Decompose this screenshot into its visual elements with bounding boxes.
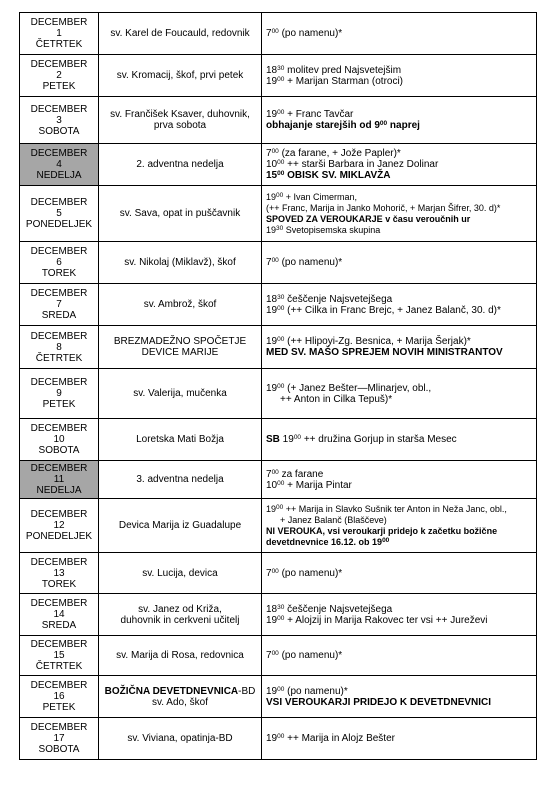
date-month: DECEMBER <box>30 148 88 159</box>
feast-cell <box>99 186 262 242</box>
date-month: DECEMBER <box>30 288 88 299</box>
date-month: DECEMBER <box>30 330 88 342</box>
event-text: 15 <box>266 170 278 181</box>
time-minutes: 00 <box>271 567 279 575</box>
time-minutes: 00 <box>277 170 285 177</box>
time-minutes: 00 <box>277 733 285 740</box>
event-line <box>266 526 532 537</box>
feast-line <box>103 604 257 615</box>
feast-cell <box>99 461 262 499</box>
event-text: 19 <box>266 336 278 347</box>
event-text: 19 <box>266 75 278 87</box>
event-text: + Franc Tavčar <box>284 109 354 120</box>
feast-text: sv. Karel de Foucauld, redovnik <box>110 28 250 39</box>
event-text: + Janez Balanč (Blaščeve) <box>280 514 387 525</box>
date-weekday: ČETRTEK <box>35 39 83 50</box>
event-text: 18 <box>266 603 278 615</box>
events-cell <box>262 461 537 499</box>
date-month: DECEMBER <box>30 423 88 434</box>
schedule-row <box>20 284 537 326</box>
event-text: obhajanje starejših od 9 <box>266 120 380 131</box>
schedule-row <box>20 553 537 594</box>
date-weekday: SOBOTA <box>38 744 80 755</box>
feast-cell <box>99 676 262 718</box>
date-day: 7 <box>56 299 62 310</box>
event-line <box>266 469 532 480</box>
events-cell <box>262 676 537 718</box>
schedule-row <box>20 461 537 499</box>
feast-cell <box>99 369 262 419</box>
time-minutes: 00 <box>277 685 285 693</box>
date-month: DECEMBER <box>30 377 88 388</box>
feast-line <box>103 434 257 445</box>
time-minutes: 00 <box>271 650 279 657</box>
feast-cell <box>99 499 262 553</box>
schedule-row <box>20 144 537 186</box>
feast-text: sv. Frančišek Ksaver, duhovnik, <box>110 109 250 120</box>
feast-line <box>103 520 257 531</box>
event-text: (po namenu)* <box>284 685 348 697</box>
feast-line <box>103 347 257 358</box>
feast-line <box>103 474 257 485</box>
time-minutes: 00 <box>271 28 279 35</box>
feast-text: sv. Valerija, mučenka <box>133 388 227 399</box>
date-day: 8 <box>56 341 62 353</box>
event-text: (po namenu)* <box>278 650 343 661</box>
feast-cell <box>99 594 262 636</box>
feast-text: sv. Viviana, opatinja-BD <box>127 733 233 744</box>
date-day: 14 <box>53 609 65 620</box>
event-line <box>266 305 532 316</box>
event-text: (po namenu)* <box>278 257 343 268</box>
schedule-row <box>20 242 537 284</box>
events-cell <box>262 242 537 284</box>
date-weekday: PONEDELJEK <box>25 531 93 542</box>
event-text: 18 <box>266 64 278 76</box>
time-minutes: 00 <box>382 536 390 544</box>
schedule-row <box>20 636 537 676</box>
time-minutes: 00 <box>276 191 284 199</box>
date-day: 2 <box>56 70 62 81</box>
time-minutes: 30 <box>277 603 285 611</box>
feast-cell <box>99 553 262 594</box>
event-line <box>266 76 532 87</box>
date-weekday: SREDA <box>41 310 77 321</box>
schedule-row <box>20 186 537 242</box>
events-cell <box>262 326 537 369</box>
date-cell <box>20 676 99 718</box>
feast-text: Loretska Mati Božja <box>136 434 224 445</box>
feast-line <box>103 208 257 219</box>
feast-line <box>103 733 257 744</box>
date-weekday: NEDELJA <box>36 485 82 496</box>
feast-cell <box>99 419 262 461</box>
feast-title-bold: BOŽIČNA DEVETDNEVNICA <box>104 685 239 697</box>
event-text: 19 <box>266 733 278 744</box>
feast-line <box>103 686 257 697</box>
event-line <box>266 394 532 405</box>
feast-text: 3. adventna nedelja <box>136 474 224 485</box>
event-text: ++ starši Barbara in Janez Dolinar <box>284 159 439 170</box>
schedule-row <box>20 97 537 144</box>
time-minutes: 00 <box>277 382 285 390</box>
events-cell <box>262 636 537 676</box>
date-weekday: TOREK <box>41 578 77 590</box>
event-text: (za farane, + Jože Papler)* <box>278 148 401 159</box>
date-month: DECEMBER <box>30 509 88 520</box>
time-minutes: 00 <box>277 614 285 622</box>
events-cell <box>262 499 537 553</box>
date-month: DECEMBER <box>30 639 88 650</box>
schedule-row <box>20 499 537 553</box>
events-cell <box>262 97 537 144</box>
event-text: (++ Franc, Marija in Janko Mohorič, + Marjan Šifrer, 30. d)* <box>266 202 501 213</box>
date-weekday: NEDELJA <box>36 170 82 181</box>
date-cell <box>20 284 99 326</box>
time-minutes: 30 <box>277 293 285 301</box>
events-cell <box>262 594 537 636</box>
time-minutes: 00 <box>277 159 285 166</box>
event-line <box>266 225 532 236</box>
date-cell <box>20 242 99 284</box>
feast-text: sv. Ambrož, škof <box>143 299 217 310</box>
event-text: 19 <box>279 434 294 445</box>
date-cell <box>20 369 99 419</box>
event-text: 19 <box>266 304 278 316</box>
time-minutes: 30 <box>277 64 285 72</box>
date-weekday: PETEK <box>42 399 76 410</box>
schedule-row <box>20 55 537 97</box>
event-text: 19 <box>266 109 278 120</box>
events-cell <box>262 553 537 594</box>
date-cell <box>20 461 99 499</box>
feast-text: BREZMADEŽNO SPOČETJE <box>113 336 247 347</box>
event-text: NI VEROUKA, vsi veroukarji pridejo k začetku božične <box>266 525 498 536</box>
feast-text: sv. Janez od Križa, <box>138 603 222 615</box>
event-line <box>266 257 532 268</box>
event-line <box>266 120 532 131</box>
event-line <box>266 504 532 515</box>
schedule-row <box>20 718 537 760</box>
feast-cell <box>99 144 262 186</box>
event-line <box>266 383 532 394</box>
event-text: 7 <box>266 257 272 268</box>
time-minutes: 00 <box>271 148 279 155</box>
event-text: 7 <box>266 650 272 661</box>
event-line <box>266 615 532 626</box>
feast-line <box>103 336 257 347</box>
event-text: 10 <box>266 159 278 170</box>
event-text: + Marija Pintar <box>284 479 352 491</box>
event-line <box>266 568 532 579</box>
event-line <box>266 515 532 526</box>
date-day: 17 <box>53 733 65 744</box>
date-cell <box>20 594 99 636</box>
event-line <box>266 434 532 445</box>
time-minutes: 00 <box>276 503 284 511</box>
event-text: ++ Marija in Slavko Sušnik ter Anton in Neža Janc, obl., <box>283 503 507 514</box>
time-minutes: 00 <box>277 109 285 116</box>
events-cell <box>262 284 537 326</box>
events-cell <box>262 419 537 461</box>
event-line <box>266 192 532 203</box>
feast-line <box>103 70 257 81</box>
feast-cell <box>99 97 262 144</box>
date-month: DECEMBER <box>30 197 88 208</box>
event-line <box>266 109 532 120</box>
event-line <box>266 697 532 708</box>
date-cell <box>20 97 99 144</box>
feast-line <box>103 299 257 310</box>
date-cell <box>20 13 99 55</box>
date-month: DECEMBER <box>30 463 88 474</box>
date-cell <box>20 186 99 242</box>
date-weekday: PETEK <box>42 81 76 92</box>
date-cell <box>20 144 99 186</box>
feast-line <box>103 388 257 399</box>
date-weekday: TOREK <box>41 268 77 279</box>
date-month: DECEMBER <box>30 556 88 568</box>
event-text: OBISK SV. MIKLAVŽA <box>284 170 391 181</box>
date-day: 6 <box>56 257 62 268</box>
date-day: 10 <box>53 434 65 445</box>
event-line <box>266 650 532 661</box>
event-text: + Alojzij in Marija Rakovec ter vsi ++ Jureževi <box>284 614 488 626</box>
date-day: 4 <box>56 159 62 170</box>
schedule-row <box>20 419 537 461</box>
event-text: 10 <box>266 479 278 491</box>
events-cell <box>262 144 537 186</box>
feast-text: sv. Sava, opat in puščavnik <box>119 208 241 219</box>
feast-text: sv. Nikolaj (Miklavž), škof <box>124 257 236 268</box>
event-text: (+ Janez Bešter—Mlinarjev, obl., <box>284 382 432 394</box>
feast-cell <box>99 636 262 676</box>
date-day: 1 <box>56 28 62 39</box>
event-line <box>266 336 532 347</box>
feast-cell <box>99 718 262 760</box>
event-text: 18 <box>266 293 278 305</box>
event-line <box>266 159 532 170</box>
event-line <box>266 28 532 39</box>
schedule-row <box>20 326 537 369</box>
date-cell <box>20 55 99 97</box>
date-weekday: ČETRTEK <box>35 661 83 672</box>
date-weekday: SOBOTA <box>38 445 80 456</box>
date-cell <box>20 419 99 461</box>
feast-text: 2. adventna nedelja <box>136 159 224 170</box>
feast-line <box>103 120 257 131</box>
time-minutes: 00 <box>277 75 285 83</box>
schedule-body <box>20 13 537 760</box>
event-text: 7 <box>266 468 272 480</box>
event-text: češčenje Najsvetejšega <box>284 603 393 615</box>
date-weekday: PONEDELJEK <box>25 219 93 230</box>
events-cell <box>262 369 537 419</box>
event-text: VSI VEROUKARJI PRIDEJO K DEVETDNEVNICI <box>266 696 492 708</box>
event-text: (++ Cilka in Franc Brejc, + Janez Balanč, 30. d)* <box>284 304 501 316</box>
date-day: 16 <box>53 691 65 702</box>
mass-schedule-table <box>19 12 537 760</box>
event-line <box>266 733 532 744</box>
event-text: ++ Anton in Cilka Tepuš)* <box>280 393 393 405</box>
feast-cell <box>99 284 262 326</box>
date-day: 5 <box>56 208 62 219</box>
event-line <box>266 537 532 548</box>
date-day: 12 <box>53 520 65 531</box>
date-weekday: SREDA <box>41 620 77 631</box>
date-month: DECEMBER <box>30 103 88 115</box>
event-text: (po namenu)* <box>278 28 343 39</box>
time-minutes: 00 <box>271 257 279 264</box>
schedule-row <box>20 676 537 718</box>
feast-text: DEVICE MARIJE <box>141 347 219 358</box>
event-text: 19 <box>266 685 278 697</box>
event-text: ++ Marija in Alojz Bešter <box>284 733 395 744</box>
time-minutes: 00 <box>277 304 285 312</box>
event-text: naprej <box>387 120 420 131</box>
feast-text: prva sobota <box>153 120 207 131</box>
date-month: DECEMBER <box>30 59 88 70</box>
event-text: 19 <box>266 614 278 626</box>
date-day: 3 <box>56 114 62 126</box>
feast-cell <box>99 13 262 55</box>
feast-text: sv. Kromacij, škof, prvi petek <box>116 70 244 81</box>
feast-line <box>103 568 257 579</box>
event-line <box>266 203 532 214</box>
date-day: 15 <box>53 650 65 661</box>
feast-line <box>103 697 257 708</box>
event-line <box>266 294 532 305</box>
feast-text: Devica Marija iz Guadalupe <box>118 520 242 531</box>
date-cell <box>20 718 99 760</box>
event-text: češčenje Najsvetejšega <box>284 293 393 305</box>
date-day: 11 <box>53 474 65 485</box>
feast-text: sv. Lucija, devica <box>142 567 218 579</box>
event-text: (++ Hlipoyi-Zg. Besnica, + Marija Šerjak)* <box>284 336 471 347</box>
feast-text: duhovnik in cerkveni učitelj <box>120 614 240 626</box>
events-cell <box>262 13 537 55</box>
event-text: Svetopisemska skupina <box>283 224 381 235</box>
event-text: SPOVED ZA VEROUKARJE v času veroučnih ur <box>266 213 471 224</box>
feast-line <box>103 650 257 661</box>
event-line <box>266 65 532 76</box>
feast-cell <box>99 55 262 97</box>
event-text: 19 <box>266 224 277 235</box>
event-text: + Marijan Starman (otroci) <box>284 75 404 87</box>
event-line <box>266 347 532 358</box>
event-line <box>266 214 532 225</box>
time-minutes: 00 <box>277 479 285 487</box>
feast-line <box>103 615 257 626</box>
feast-line <box>103 159 257 170</box>
schedule-row <box>20 594 537 636</box>
date-weekday: SOBOTA <box>38 125 80 137</box>
event-line <box>266 604 532 615</box>
event-text: MED SV. MAŠO SPREJEM NOVIH MINISTRANTOV <box>266 347 503 358</box>
date-weekday: PETEK <box>42 702 76 713</box>
feast-text: sv. Ado, škof <box>152 696 208 708</box>
event-line <box>266 480 532 491</box>
event-line <box>266 148 532 159</box>
location-code: SB <box>266 434 280 445</box>
date-month: DECEMBER <box>30 598 88 609</box>
date-month: DECEMBER <box>30 246 88 257</box>
date-cell <box>20 553 99 594</box>
event-text: molitev pred Najsvetejšim <box>284 64 402 76</box>
feast-suffix: -BD <box>238 685 256 697</box>
event-text: 19 <box>266 503 277 514</box>
event-text: ++ družina Gorjup in starša Mesec <box>301 434 457 445</box>
event-line <box>266 170 532 181</box>
time-minutes: 00 <box>277 336 285 343</box>
time-minutes: 00 <box>271 468 279 476</box>
feast-line <box>103 257 257 268</box>
date-cell <box>20 326 99 369</box>
date-cell <box>20 636 99 676</box>
event-text: 7 <box>266 28 272 39</box>
feast-cell <box>99 242 262 284</box>
date-day: 9 <box>56 388 62 399</box>
date-month: DECEMBER <box>30 680 88 691</box>
feast-line <box>103 28 257 39</box>
date-weekday: ČETRTEK <box>35 352 83 364</box>
event-text: 19 <box>266 191 277 202</box>
events-cell <box>262 186 537 242</box>
time-minutes: 00 <box>379 120 388 127</box>
schedule-row <box>20 369 537 419</box>
event-text: (po namenu)* <box>278 567 343 579</box>
event-text: 19 <box>266 382 278 394</box>
event-text: 7 <box>266 567 272 579</box>
date-day: 13 <box>53 567 65 579</box>
schedule-row <box>20 13 537 55</box>
feast-cell <box>99 326 262 369</box>
events-cell <box>262 718 537 760</box>
event-text: + Ivan Cimerman, <box>283 191 358 202</box>
event-line <box>266 686 532 697</box>
time-minutes: 00 <box>293 434 302 441</box>
date-month: DECEMBER <box>30 17 88 28</box>
date-cell <box>20 499 99 553</box>
feast-line <box>103 109 257 120</box>
date-month: DECEMBER <box>30 722 88 733</box>
events-cell <box>262 55 537 97</box>
feast-text: sv. Marija di Rosa, redovnica <box>116 650 244 661</box>
time-minutes: 30 <box>276 224 284 232</box>
event-text: devetdnevnice 16.12. ob 19 <box>266 536 383 547</box>
event-text: za farane <box>278 468 324 480</box>
event-text: 7 <box>266 148 272 159</box>
